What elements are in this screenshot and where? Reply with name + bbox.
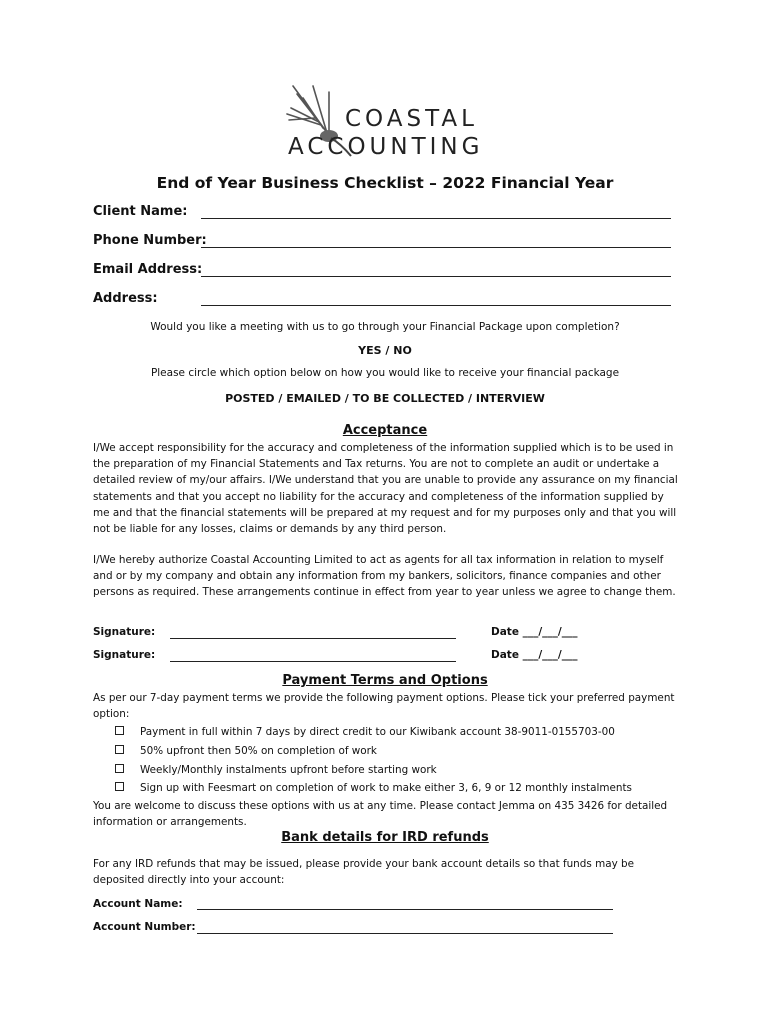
address-field[interactable] (201, 305, 671, 306)
payment-option-label: 50% upfront then 50% on completion of work (140, 745, 377, 757)
account-name-label: Account Name: (93, 898, 183, 910)
payment-heading: Payment Terms and Options (282, 673, 488, 688)
payment-option[interactable] (115, 782, 632, 794)
checkbox-icon[interactable] (115, 764, 124, 773)
client-name-label: Client Name: (93, 204, 188, 219)
checkbox-icon[interactable] (115, 726, 124, 735)
meeting-answer[interactable]: YES / NO (358, 344, 412, 357)
acceptance-heading: Acceptance (342, 423, 428, 438)
checkbox-icon[interactable] (115, 782, 124, 791)
payment-option-label: Weekly/Monthly instalments upfront before starting work (140, 764, 437, 776)
client-name-field[interactable] (201, 218, 671, 219)
signature-label-1: Signature: (93, 626, 156, 638)
package-options[interactable]: POSTED / EMAILED / TO BE COLLECTED / INTERVIEW (225, 392, 545, 405)
account-name-field[interactable] (197, 909, 613, 910)
email-address-label: Email Address: (93, 262, 203, 277)
date-field-2[interactable]: Date ___/___/___ (491, 649, 578, 661)
signature-field-2[interactable] (170, 661, 456, 662)
phone-number-field[interactable] (201, 247, 671, 248)
logo-line-1: COASTAL (345, 106, 478, 132)
phone-number-label: Phone Number: (93, 233, 207, 248)
company-logo (285, 78, 495, 162)
payment-option-label: Sign up with Feesmart on completion of work to make either 3, 6, 9 or 12 monthly instalments (140, 782, 632, 794)
bank-heading: Bank details for IRD refunds (281, 830, 489, 845)
payment-intro: As per our 7-day payment terms we provide the following payment options. Please tick your preferred payment option: (93, 692, 675, 721)
payment-option-label: Payment in full within 7 days by direct credit to our Kiwibank account 38-9011-0155703-00 (140, 726, 615, 738)
document-title: End of Year Business Checklist – 2022 Financial Year (156, 174, 614, 192)
acceptance-paragraph-2: I/We hereby authorize Coastal Accounting Limited to act as agents for all tax information in relation to myself and or by my company and obtain any information from my bankers, solicitors, finance companies and other persons as required. These arrangements continue in effect from year to year unless we agree to change them. (93, 554, 676, 599)
acceptance-paragraph-1: I/We accept responsibility for the accuracy and completeness of the information supplied which is to be used in the preparation of my Financial Statements and Tax returns. You are not to complete an audit or undertake a detailed review of my/our affairs. I/We understand that you are unable to provide any assurance on my financial statements and that you accept no liability for the accuracy and completeness of the information supplied by me and that the financial statements will be prepared at my request and for my purposes only and that you will not be liable for any losses, claims or demands by any third person. (93, 442, 678, 536)
checkbox-icon[interactable] (115, 745, 124, 754)
date-field-1[interactable]: Date ___/___/___ (491, 626, 578, 638)
payment-option[interactable] (115, 745, 377, 757)
signature-field-1[interactable] (170, 638, 456, 639)
payment-option[interactable] (115, 726, 615, 738)
signature-label-2: Signature: (93, 649, 156, 661)
email-address-field[interactable] (201, 276, 671, 277)
package-question: Please circle which option below on how you would like to receive your financial package (150, 367, 620, 379)
logo-line-2: ACCOUNTING (288, 134, 484, 160)
account-number-label: Account Number: (93, 921, 196, 933)
meeting-question: Would you like a meeting with us to go through your Financial Package upon completion? (150, 321, 620, 333)
payment-footer: You are welcome to discuss these options with us at any time. Please contact Jemma on 435 3426 for detailed information or arrangements. (93, 800, 668, 829)
account-number-field[interactable] (197, 933, 613, 934)
address-label: Address: (93, 291, 158, 306)
payment-option[interactable] (115, 764, 437, 776)
bank-intro: For any IRD refunds that may be issued, please provide your bank account details so that funds may be deposited directly into your account: (93, 858, 635, 887)
